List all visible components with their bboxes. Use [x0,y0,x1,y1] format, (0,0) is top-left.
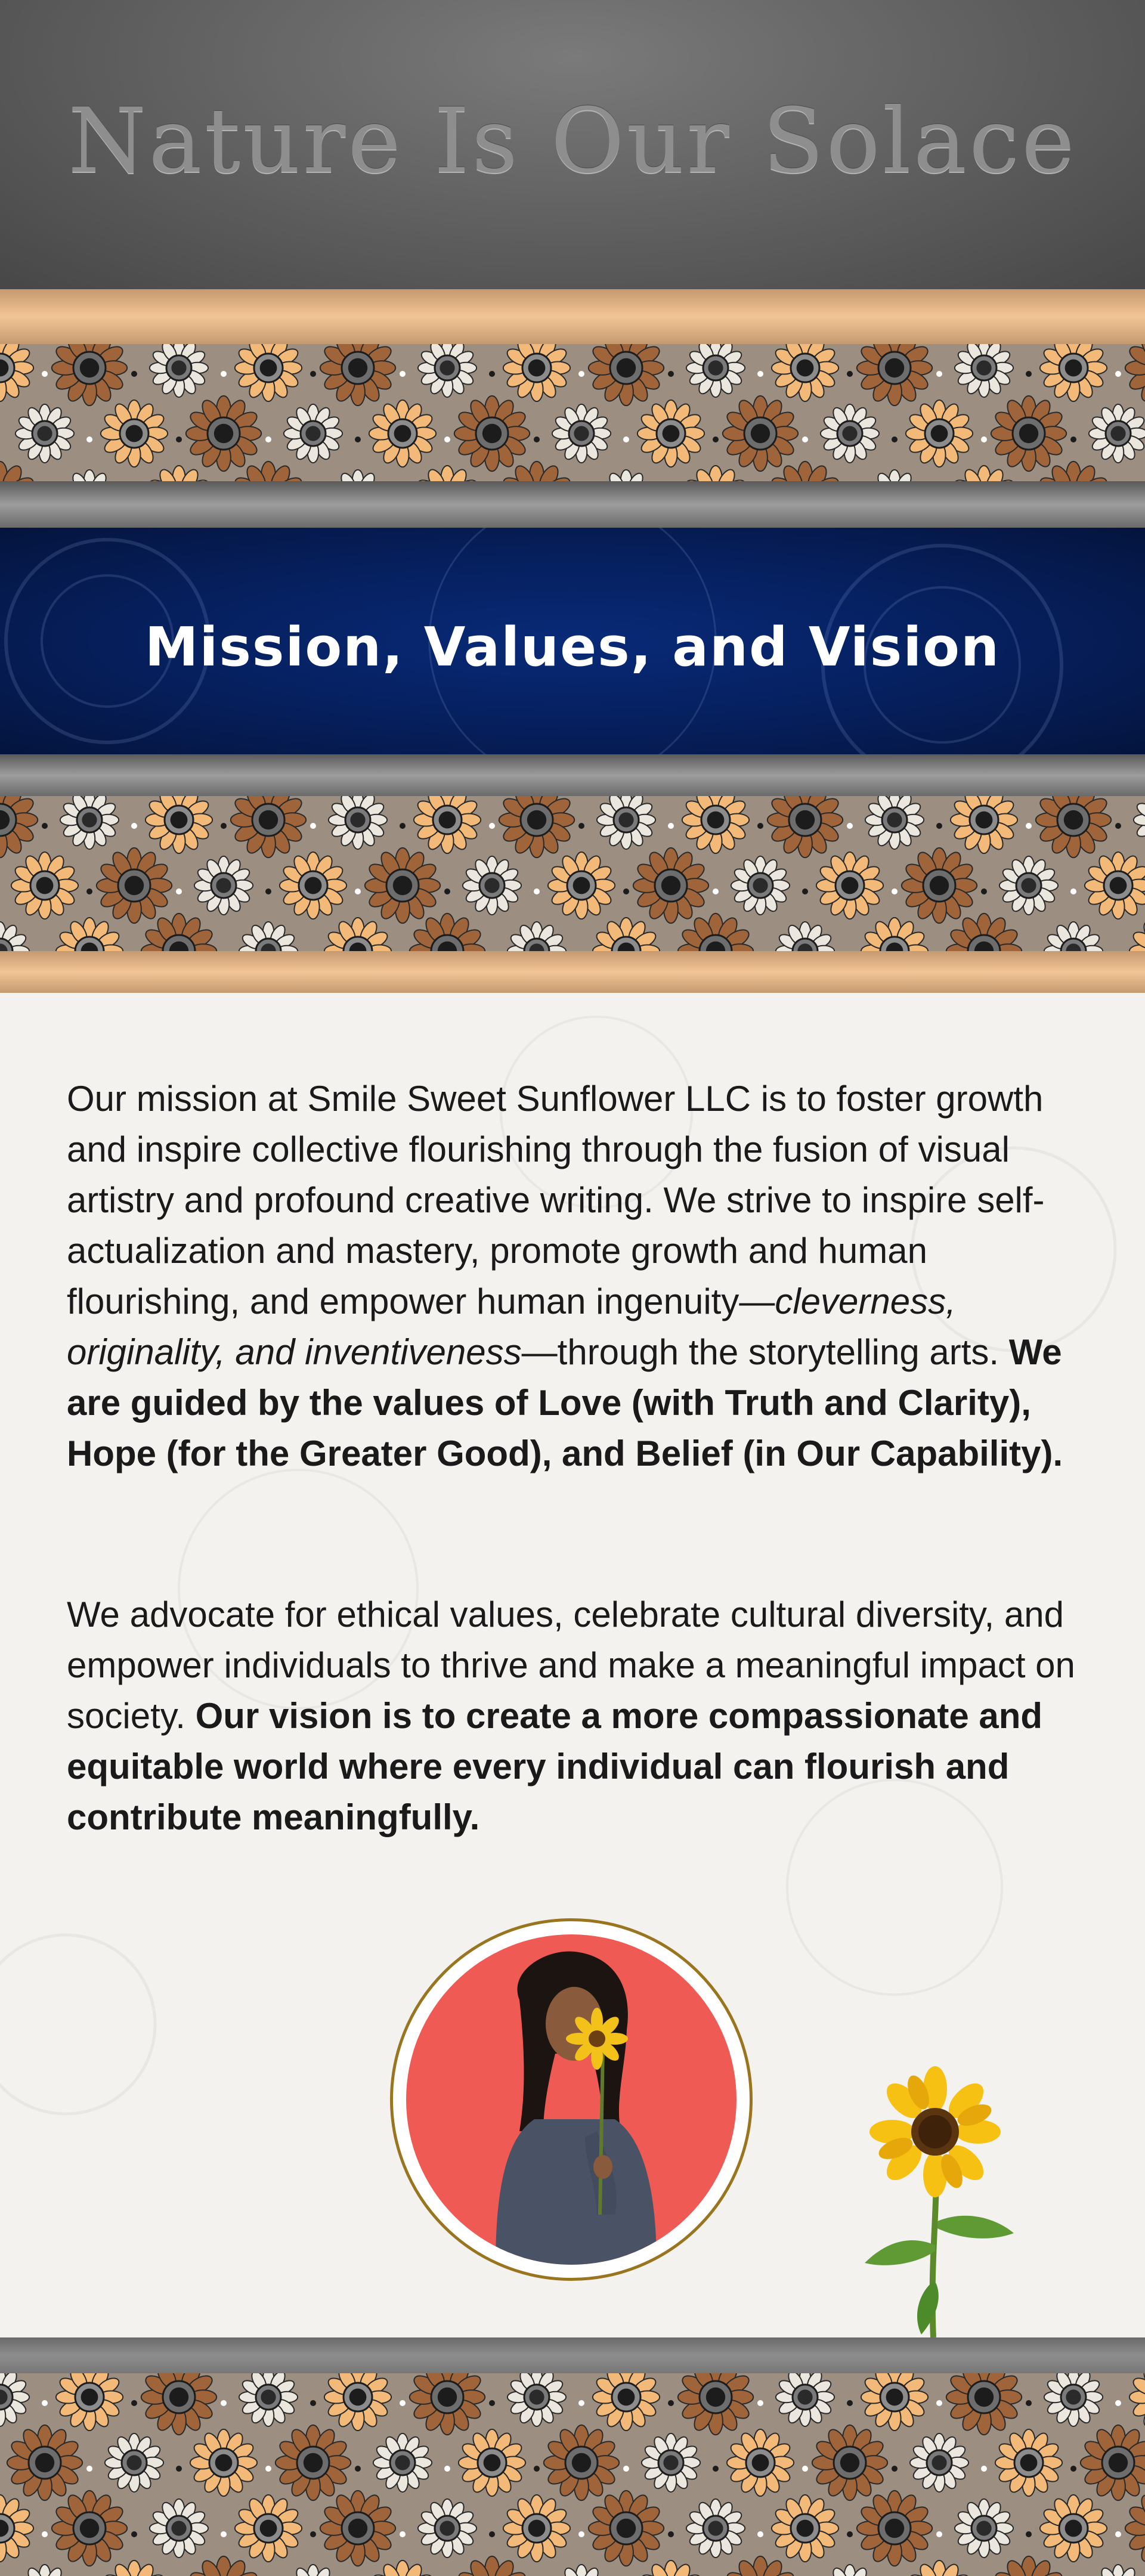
sunflower-icon [847,2066,1038,2337]
advocacy-text: We advocate for ethical values, celebrate cultural diversity, and empower individuals to thrive and make a meaningful impact on society. [67,1594,1075,1736]
gray-divider-footer [0,2337,1145,2373]
mission-text-continued: —through the storytelling arts. [521,1332,1009,1372]
peach-divider-middle [0,951,1145,993]
sunflower-pattern-band-1 [0,344,1145,481]
mission-italic-text: cleverness, originality, and inventiveness [67,1281,956,1372]
content-section [0,993,1145,2337]
gray-divider-1 [0,481,1145,528]
mission-text: Our mission at Smile Sweet Sunflower LLC is to foster growth and inspire collective flourishing through the fusion of visual artistry and profound creative writing. We strive to inspire self-actualization and mastery, promote growth and human flourishing, and empower human ingenuity— [67,1079,1045,1321]
vision-statement: Our vision is to create a more compassionate and equitable world where every individual can flourish and contribute meaningfully. [67,1696,1043,1837]
page-title: Nature Is Our Solace [68,89,1077,193]
section-title: Mission, Values, and Vision [144,616,1001,679]
peach-divider-top [0,289,1145,344]
vision-paragraph [67,1589,1081,1843]
mission-banner [0,528,1145,754]
sunflower-pattern-band-2 [0,796,1145,951]
sunflower-pattern-icon [0,344,1145,481]
header [0,0,1145,289]
mission-paragraph [67,1073,1081,1479]
gray-divider-2 [0,754,1145,796]
sunflower-pattern-band-3 [0,2373,1145,2576]
sunflower-pattern-icon [0,2373,1145,2576]
portrait-image [406,1934,736,2265]
portrait-frame [390,1918,753,2281]
woman-holding-sunflower-icon [406,1934,736,2265]
sunflower-pattern-icon [0,796,1145,951]
values-statement: We are guided by the values of Love (with Truth and Clarity), Hope (for the Greater Good), and Belief (in Our Capability). [67,1332,1063,1473]
